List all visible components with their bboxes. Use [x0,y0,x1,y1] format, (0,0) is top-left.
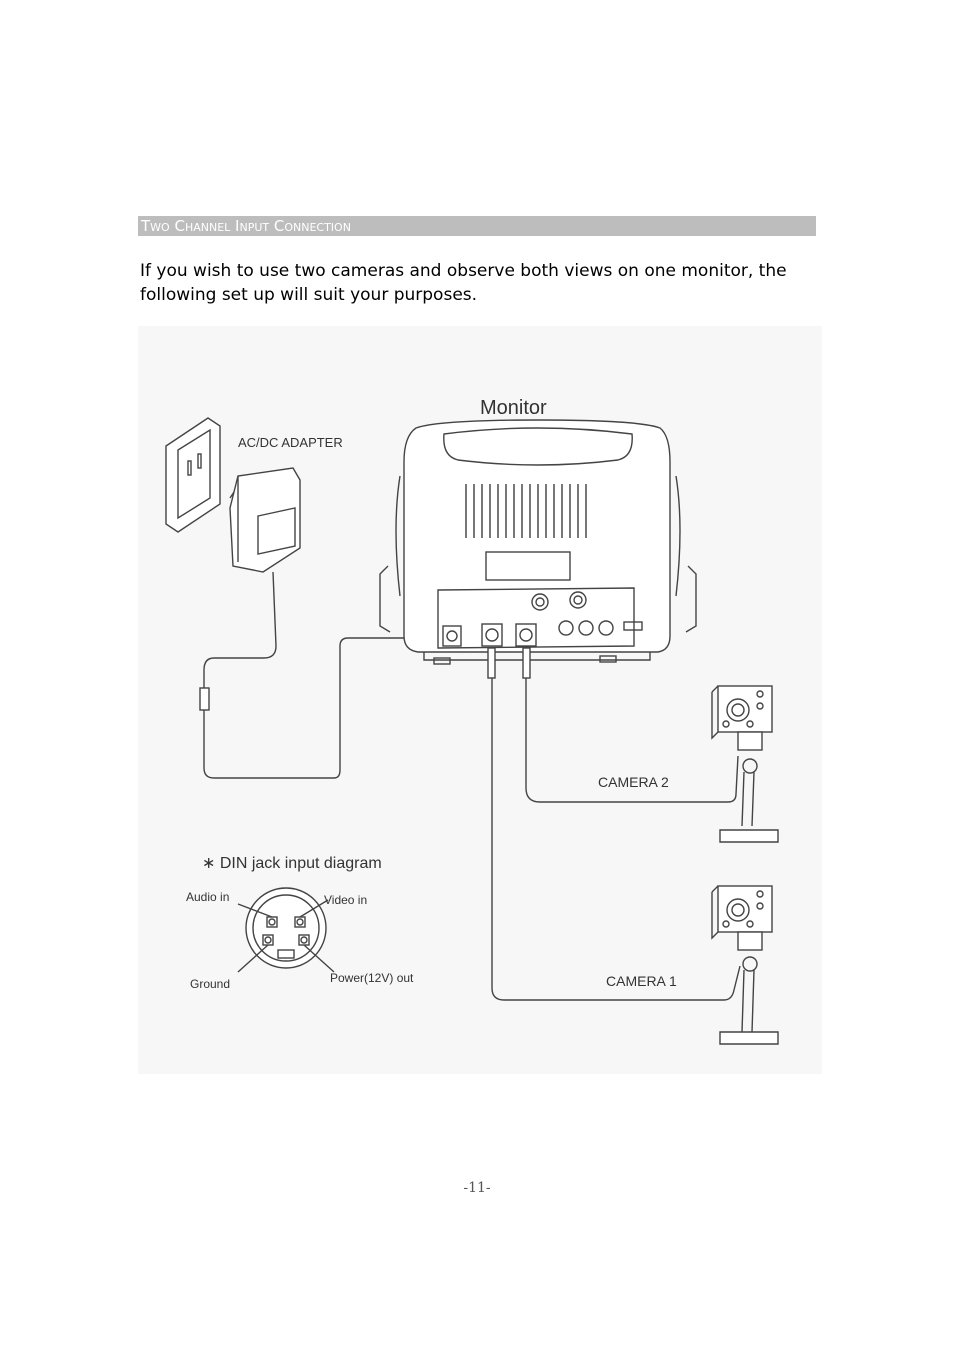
din-audio-label: Audio in [186,890,230,904]
section-header-bar [138,216,816,236]
adapter-icon [230,468,300,572]
camera1-label: CAMERA 1 [606,973,677,989]
page-number: -11- [463,1180,491,1196]
adapter-label: AC/DC ADAPTER [238,435,343,450]
camera1-icon [712,886,778,1044]
section-title: Two Channel Input Connection [141,217,351,235]
din-power-label: Power(12V) out [330,971,414,985]
din-ground-label: Ground [190,977,231,991]
connection-diagram [138,326,822,1074]
monitor-icon [380,420,696,664]
dc-plug-icon [200,688,209,710]
monitor-label: Monitor [480,397,547,419]
din-video-label: Video in [324,893,368,907]
wall-outlet-icon [166,418,220,532]
camera2-icon [712,686,778,842]
din-diagram-title: ∗ DIN jack input diagram [202,855,382,872]
connection-diagram-svg [138,326,822,1074]
camera2-label: CAMERA 2 [598,774,669,790]
adapter-cord [204,572,276,688]
din-jack-icon [238,888,334,972]
intro-paragraph: If you wish to use two cameras and observe both views on one monitor, the following set up will suit your purposes. [140,261,787,305]
power-cable [204,638,443,778]
camera1-cable [492,678,740,1000]
